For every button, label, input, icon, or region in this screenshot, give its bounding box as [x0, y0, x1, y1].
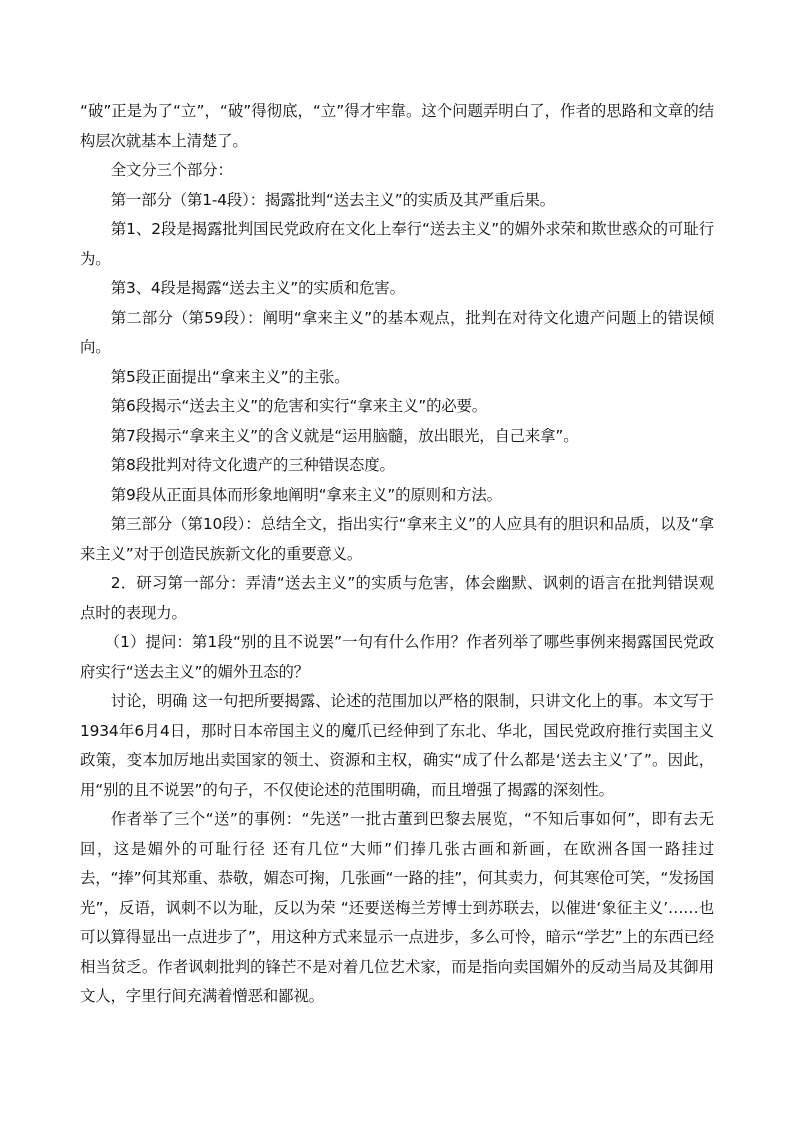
paragraph: （1）提问：第1段“别的且不说罢”一句有什么作用？作者列举了哪些事例来揭露国民党政府实行“送去主义”的媚外丑态的？: [80, 633, 714, 681]
paragraph: 第5段正面提出“拿来主义”的主张。: [110, 367, 350, 386]
paragraph: 第7段揭示“拿来主义”的含义就是“运用脑髓，放出眼光，自己来拿”。: [110, 426, 579, 445]
paragraph: 第9段从正面具体而形象地阐明“拿来主义”的原则和方法。: [110, 485, 502, 504]
paragraph: 第8段批判对待文化遗产的三种错误态度。: [110, 456, 395, 474]
paragraph: 2．研习第一部分：弄清“送去主义”的实质与危害，体会幽默、讽刺的语言在批判错误观点时的表现力。: [80, 574, 714, 622]
paragraph: 第6段揭示“送去主义”的危害和实行“拿来主义”的必要。: [110, 397, 488, 415]
paragraph: 作者举了三个“送”的事例：“先送”一批古董到巴黎去展览，“不知后事如何”，即有去无回，这是媚外的可耻行径 还有几位“大师”们捧几张古画和新画，在欧洲各国一路挂过去，“捧”何其郑重、恭敬，媚态可掬，几张画“一路的挂”，何其卖力，何其寒伧可笑，“发扬国光”，反语，讽刺不以为耻，反以为荣 “还要送梅兰芳博士到苏联去，以催进‘象征主义’……也可以算得显出一点进步了”，用这种方式来显示一点进步，多么可怜，暗示“学艺”上的东西已经相当贫乏。作者讽刺批判的锋芒不是对着几位艺术家，而是指向卖国媚外的反动当局及其御用文人，字里行间充满着憎恶和鄙视。: [80, 810, 714, 1005]
paragraph: 第1、2段是揭露批判国民党政府在文化上奉行“送去主义”的媚外求荣和欺世惑众的可耻行为。: [80, 220, 714, 268]
paragraph: “破”正是为了“立”，“破”得彻底，“立”得才牢靠。这个问题弄明白了，作者的思路和文章的结构层次就基本上清楚了。: [80, 102, 714, 150]
paragraph: 第二部分（第59段）：阐明“拿来主义”的基本观点，批判在对待文化遗产问题上的错误倾向。: [80, 308, 714, 356]
paragraph: 第3、4段是揭露“送去主义”的实质和危害。: [110, 279, 405, 297]
paragraph: 讨论，明确 这一句把所要揭露、论述的范围加以严格的限制，只讲文化上的事。本文写于1934年6月4日，那时日本帝国主义的魔爪已经伸到了东北、华北，国民党政府推行卖国主义政策，变本加厉地出卖国家的领土、资源和主权，确实“成了什么都是‘送去主义’了”。因此，用“别的且不说罢”的句子，不仅使论述的范围明确，而且增强了揭露的深刻性。: [80, 692, 714, 799]
paragraph: 第三部分（第10段）：总结全文，指出实行“拿来主义”的人应具有的胆识和品质，以及“拿来主义”对于创造民族新文化的重要意义。: [80, 515, 714, 563]
paragraph: 全文分三个部分：: [110, 161, 233, 179]
paragraph: 第一部分（第1-4段）：揭露批判“送去主义”的实质及其严重后果。: [110, 190, 555, 209]
document-body: [80, 97, 714, 1012]
